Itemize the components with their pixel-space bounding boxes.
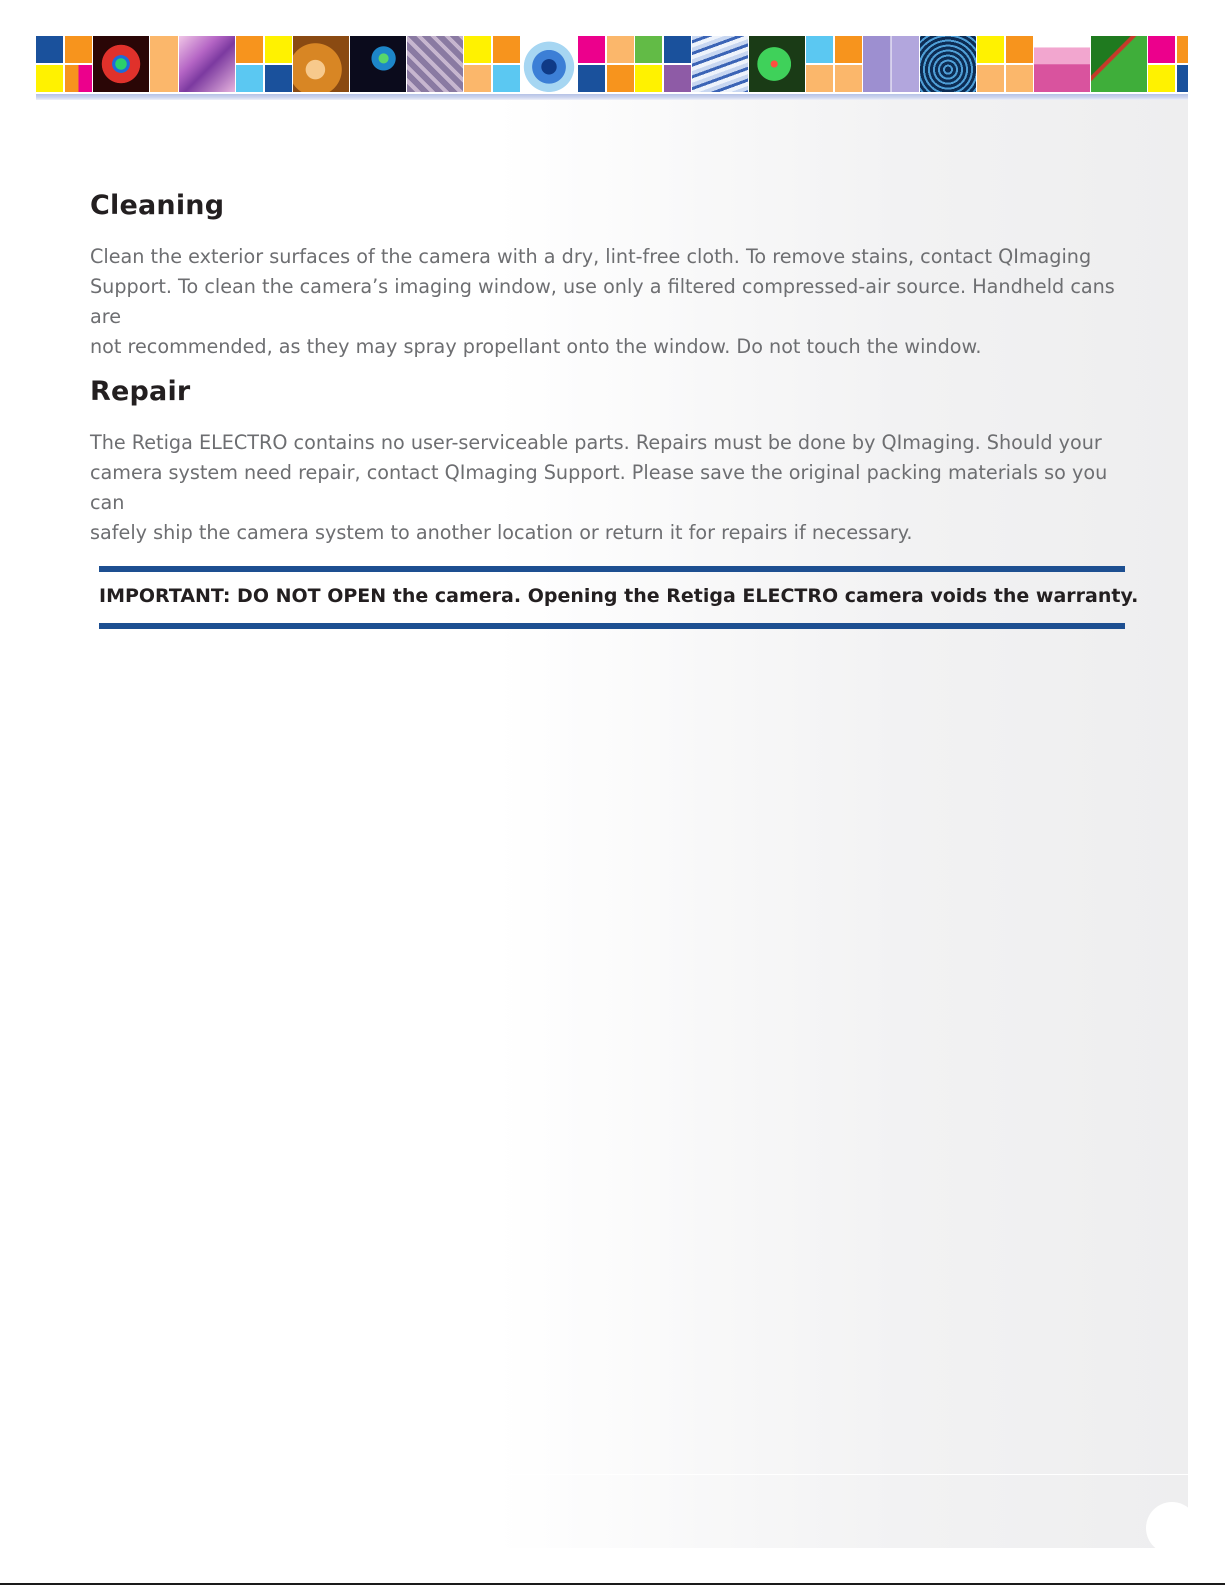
banner-color-cell xyxy=(1177,65,1188,92)
banner-color-cell xyxy=(36,36,63,63)
banner-color-cell xyxy=(607,65,634,92)
green-cells-image xyxy=(749,36,805,92)
banner-color-block xyxy=(150,36,178,92)
banner-color-cell xyxy=(265,65,292,92)
banner-color-cell xyxy=(1006,36,1033,63)
banner-color-grid xyxy=(464,36,520,92)
banner-color-cell xyxy=(835,36,862,63)
cleaning-line-2: Support. To clean the camera’s imaging window, use only a filtered compressed-air source. Handheld cans are xyxy=(90,275,1115,328)
banner-color-cell xyxy=(1006,65,1033,92)
repair-line-1: The Retiga ELECTRO contains no user-serviceable parts. Repairs must be done by QImaging. Should your xyxy=(90,431,1102,454)
banner-color-cell xyxy=(977,65,1004,92)
repair-line-3: safely ship the camera system to another location or return it for repairs if necessary. xyxy=(90,521,913,544)
banner-color-cell xyxy=(664,36,691,63)
important-notice-text: IMPORTANT: DO NOT OPEN the camera. Opening the Retiga ELECTRO camera voids the warranty. xyxy=(99,585,1139,607)
banner-color-cell xyxy=(664,65,691,92)
page-number-tab xyxy=(1146,1502,1198,1554)
cleaning-heading: Cleaning xyxy=(90,190,225,221)
repair-line-2: camera system need repair, contact QImaging Support. Please save the original packing materials so you can xyxy=(90,461,1108,514)
cleaning-line-1: Clean the exterior surfaces of the camera with a dry, lint-free cloth. To remove stains, contact QImaging xyxy=(90,245,1092,268)
blue-organism-image xyxy=(521,36,577,92)
cleaning-paragraph xyxy=(90,242,1130,362)
banner-color-cell xyxy=(635,36,662,63)
important-notice-box xyxy=(99,566,1139,629)
banner-color-cell xyxy=(493,36,520,63)
banner-color-grid xyxy=(977,36,1033,92)
banner-color-cell xyxy=(806,65,833,92)
banner-color-grid xyxy=(236,36,292,92)
banner-color-cell xyxy=(65,65,92,92)
repair-heading: Repair xyxy=(90,376,191,407)
banner-underline xyxy=(36,94,1188,100)
banner-color-grid xyxy=(806,36,862,92)
brain-tissue-orange-image xyxy=(293,36,349,92)
banner-color-cell xyxy=(1177,36,1188,63)
cleaning-line-3: not recommended, as they may spray propellant onto the window. Do not touch the window. xyxy=(90,335,982,358)
fingerprint-blue-image xyxy=(920,36,976,92)
banner-color-cell xyxy=(236,36,263,63)
banner-color-cell xyxy=(607,36,634,63)
banner-color-cell xyxy=(464,65,491,92)
blue-fibers-image xyxy=(692,36,748,92)
green-leaf-image xyxy=(1091,36,1147,92)
banner-color-cell xyxy=(806,36,833,63)
banner-color-cell xyxy=(977,36,1004,63)
banner-color-cell xyxy=(1148,65,1175,92)
header-image-banner xyxy=(36,36,1188,92)
pink-tissue-image xyxy=(1034,36,1090,92)
banner-color-cell xyxy=(236,65,263,92)
banner-color-cell xyxy=(65,36,92,63)
banner-color-grid xyxy=(36,36,92,92)
banner-color-cell xyxy=(1148,36,1175,63)
repair-paragraph xyxy=(90,428,1130,548)
footer-divider xyxy=(36,1474,1188,1475)
banner-color-cell xyxy=(493,65,520,92)
banner-color-grid xyxy=(1148,36,1188,92)
purple-tissue-grid-image xyxy=(863,36,919,92)
banner-color-cell xyxy=(265,36,292,63)
banner-color-cell xyxy=(635,65,662,92)
banner-color-grid xyxy=(635,36,691,92)
fluorescent-cell-image xyxy=(93,36,149,92)
tissue-section-purple-image xyxy=(179,36,235,92)
banner-color-cell xyxy=(578,36,605,63)
banner-color-cell xyxy=(835,65,862,92)
banner-color-grid xyxy=(578,36,634,92)
banner-color-cell xyxy=(36,65,63,92)
banner-color-cell xyxy=(578,65,605,92)
banner-color-cell xyxy=(464,36,491,63)
diatom-image xyxy=(407,36,463,92)
neuron-fluorescence-image xyxy=(350,36,406,92)
